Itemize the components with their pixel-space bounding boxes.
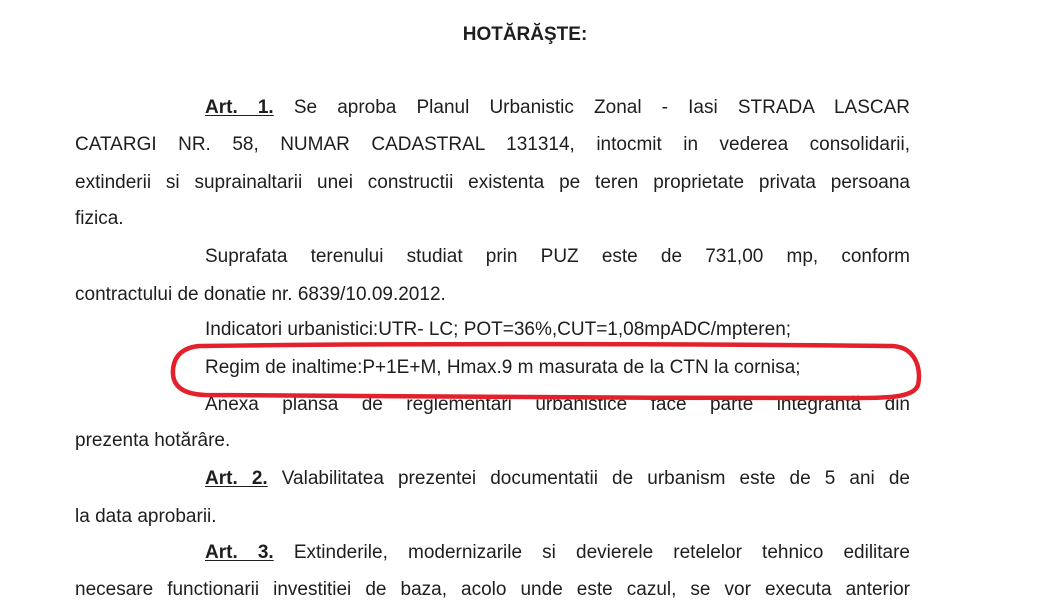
art3-line-1 — [205, 541, 910, 565]
art1-line-4: fizica. — [75, 208, 124, 229]
urban-indicators-line: Indicatori urbanistici:UTR- LC; POT=36%,CUT=1,08mpADC/mpteren; — [205, 319, 792, 340]
art1-text: Se aproba Planul Urbanistic Zonal - Iasi STRADA LASCAR — [293, 97, 911, 118]
height-regime-line: Regim de inaltime:P+1E+M, Hmax.9 m masurata de la CTN la cornisa; — [205, 357, 801, 378]
art3-text: Extinderile, modernizarile si devierele retelelor tehnico edilitare — [293, 542, 910, 563]
art2-text: Valabilitatea prezentei documentatii de urbanism este de 5 ani de — [281, 468, 911, 489]
art1-line-2: CATARGI NR. 58, NUMAR CADASTRAL 131314, intocmit in vederea consolidarii, — [75, 134, 910, 155]
art3-line-2: necesare functionarii investitiei de baza, acolo unde este cazul, se vor executa anterior — [75, 579, 910, 600]
art3-label: Art. 3. — [205, 542, 274, 563]
art1-label: Art. 1. — [205, 97, 274, 118]
art2-line-2: la data aprobarii. — [75, 506, 217, 527]
area-line-2: contractului de donatie nr. 6839/10.09.2012. — [75, 284, 446, 305]
area-line-1: Suprafata terenului studiat prin PUZ este de 731,00 mp, conform — [205, 246, 910, 267]
annex-line-1: Anexa plansa de reglementari urbanistice face parte integrantă din — [205, 394, 910, 415]
decision-title: HOTĂRĂŞTE: — [462, 24, 588, 45]
annex-line-2: prezenta hotărâre. — [75, 430, 231, 451]
art1-line-3: extinderii si suprainaltarii unei constructii existenta pe teren proprietate privata persoana — [75, 172, 910, 193]
art2-label: Art. 2. — [205, 468, 268, 489]
art2-line-1 — [205, 467, 910, 491]
art1-line-1 — [205, 96, 910, 120]
